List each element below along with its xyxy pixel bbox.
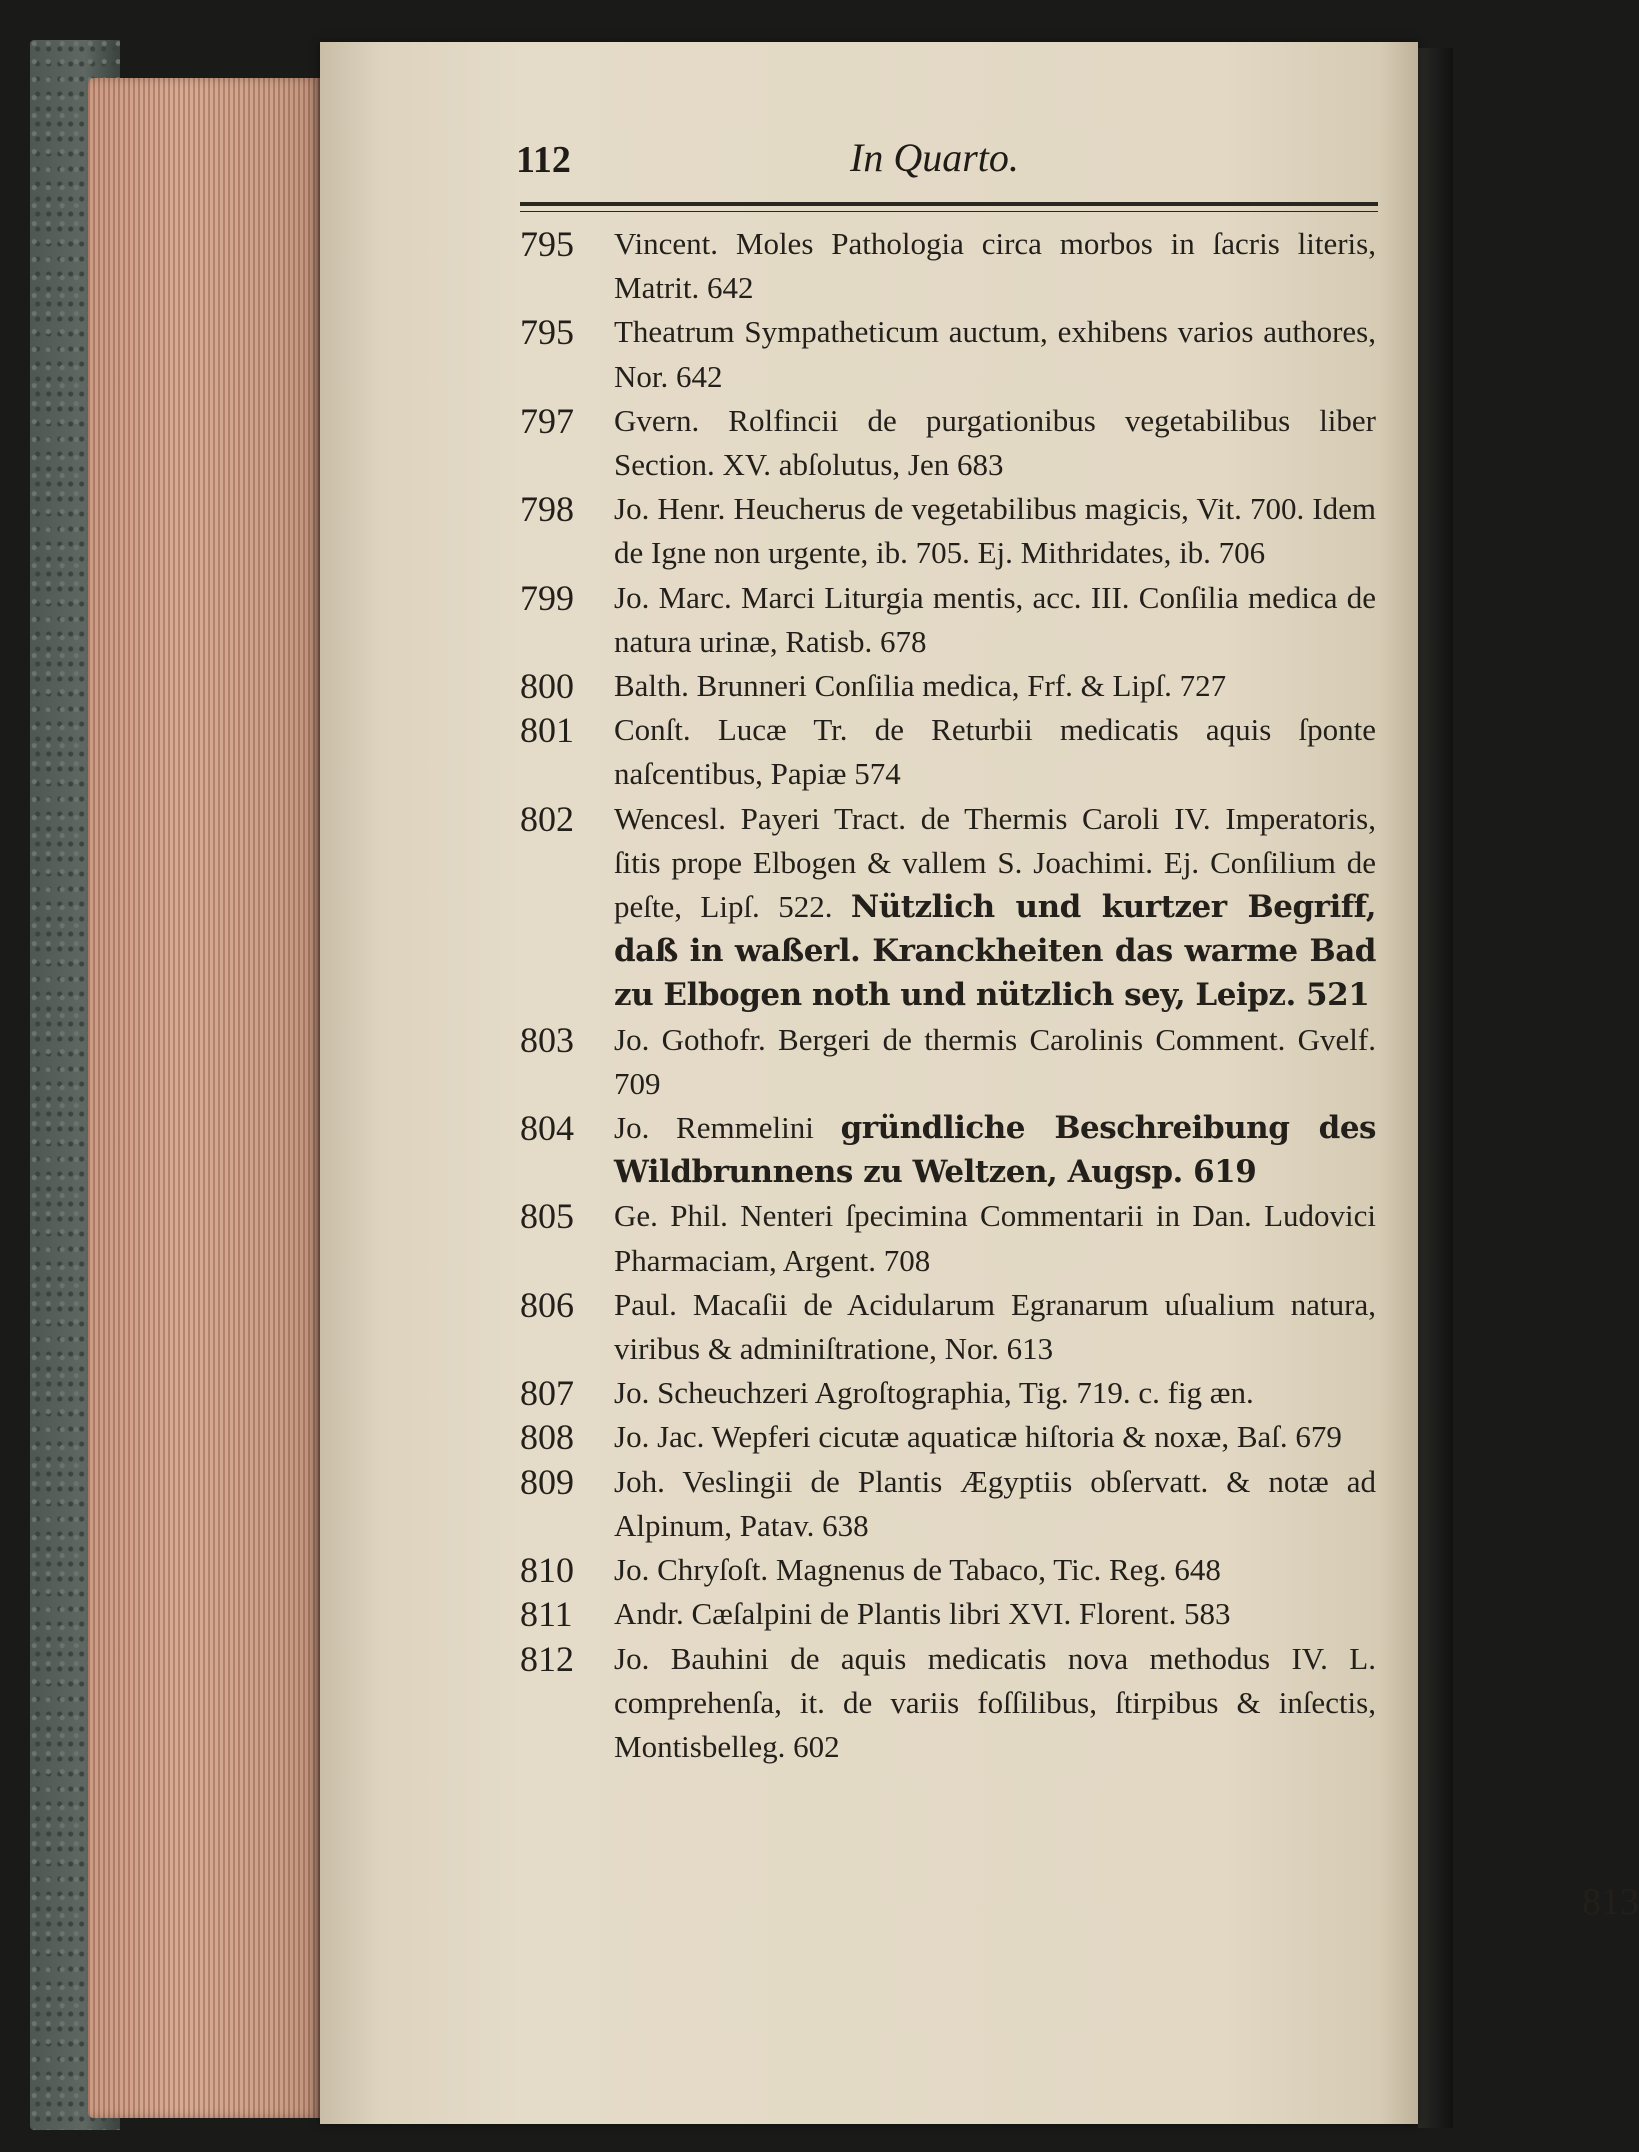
entry-number: 804 <box>520 1108 574 1149</box>
entry-number: 810 <box>520 1550 574 1591</box>
entry-text: Jo. Bauhini de aquis medicatis nova methodus IV. L. comprehenſa, it. de variis foſſilibus, ſtirpibus & inſectis, Montisbelleg. 602 <box>614 1640 1376 1764</box>
entry-number: 807 <box>520 1373 574 1414</box>
page-edges <box>88 78 320 2118</box>
running-head: In Quarto. <box>850 135 1019 180</box>
facing-page-edge <box>1418 48 1453 2128</box>
entry-number: 808 <box>520 1417 574 1458</box>
entry-number: 797 <box>520 400 574 441</box>
catchword: 813 <box>1582 1881 1639 1923</box>
header-rule <box>520 202 1378 212</box>
entry-number: 799 <box>520 577 574 618</box>
entry-number: 803 <box>520 1019 574 1060</box>
entry-text: Vincent. Moles Pathologia circa morbos in ſacris literis, Matrit. 642 <box>614 226 1376 306</box>
catalog-entry <box>520 1460 1380 1548</box>
catalog-entry <box>520 222 1380 310</box>
catalog-entries <box>520 222 1380 1769</box>
catalog-entry <box>520 1415 1380 1459</box>
entry-number: 812 <box>520 1638 574 1679</box>
entry-text: Jo. Henr. Heucherus de vegetabilibus magicis, Vit. 700. Idem de Igne non urgente, ib. 705. Ej. Mithridates, ib. 706 <box>614 491 1376 571</box>
entry-text: Balth. Brunneri Conſilia medica, Frf. & Lipſ. 727 <box>614 668 1227 704</box>
entry-text <box>614 797 1380 1018</box>
catalog-entry <box>520 1637 1380 1770</box>
entry-text: Joh. Veslingii de Plantis Ægyptiis obſervatt. & notæ ad Alpinum, Patav. 638 <box>614 1463 1376 1543</box>
catalog-entry <box>520 1371 1380 1415</box>
page-number: 112 <box>516 139 571 181</box>
entry-latin-text: Jo. Remmelini <box>614 1110 814 1146</box>
catalog-entry <box>520 310 1380 398</box>
entry-text: Jo. Chryſoſt. Magnenus de Tabaco, Tic. Reg. 648 <box>614 1552 1221 1588</box>
entry-text: Jo. Gothofr. Bergeri de thermis Carolinis Comment. Gvelf. 709 <box>614 1021 1376 1101</box>
entry-text: Ge. Phil. Nenteri ſpecimina Commentarii in Dan. Ludovici Pharmaciam, Argent. 708 <box>614 1198 1376 1278</box>
entry-number: 801 <box>520 710 574 751</box>
entry-text: Paul. Macaſii de Acidularum Egranarum uſualium natura, viribus & adminiſtratione, Nor. 613 <box>614 1286 1376 1367</box>
catalog-entry <box>520 399 1380 487</box>
entry-number: 798 <box>520 489 574 530</box>
entry-number: 806 <box>520 1284 574 1325</box>
catalog-entry <box>520 487 1380 575</box>
entry-text: Theatrum Sympatheticum auctum, exhibens varios authores, Nor. 642 <box>614 314 1376 394</box>
entry-number: 805 <box>520 1196 574 1237</box>
entry-fraktur-text: Nützlich und kurtzer Begriff, daß in waßerl. Kranckheiten das warme Bad zu Elbogen noth und nützlich sey, Leipz. 521 <box>614 889 1377 1014</box>
entry-fraktur-text: gründliche Beschreibung des Wildbrunnens zu Weltzen, Augsp. 619 <box>614 1110 1377 1191</box>
catalog-entry <box>520 1106 1380 1194</box>
entry-text: Gvern. Rolfincii de purgationibus vegetabilibus liber Section. XV. abſolutus, Jen 683 <box>614 402 1376 483</box>
entry-text: Andr. Cæſalpini de Plantis libri XVI. Florent. 583 <box>614 1596 1231 1632</box>
catalog-entry <box>520 1018 1380 1106</box>
entry-number: 795 <box>520 224 574 264</box>
entry-number: 811 <box>520 1594 573 1635</box>
entry-number: 800 <box>520 666 574 707</box>
catalog-entry <box>520 708 1380 796</box>
entry-text: Conſt. Lucæ Tr. de Returbii medicatis aquis ſponte naſcentibus, Papiæ 574 <box>614 712 1376 792</box>
entry-latin-text: Wencesl. Payeri Tract. de Thermis Caroli IV. Imperatoris, ſitis prope Elbogen & vallem S. Joachimi. Ej. Conſilium de peſte, Lipſ. 522. <box>614 800 1376 925</box>
book-page <box>320 42 1639 2124</box>
catalog-entry <box>520 797 1380 1018</box>
entry-text <box>614 1106 1380 1194</box>
catalog-entry <box>520 1283 1380 1371</box>
entry-number: 802 <box>520 798 574 839</box>
entry-text: Jo. Scheuchzeri Agroſtographia, Tig. 719. c. fig æn. <box>614 1375 1254 1411</box>
entry-number: 809 <box>520 1461 574 1502</box>
catalog-entry <box>520 1194 1380 1282</box>
catalog-entry <box>520 664 1380 708</box>
catalog-entry <box>520 1592 1380 1636</box>
entry-text: Jo. Marc. Marci Liturgia mentis, acc. III. Conſilia medica de natura urinæ, Ratisb. 678 <box>614 579 1376 659</box>
entry-number: 795 <box>520 312 574 353</box>
catalog-entry <box>520 1548 1380 1592</box>
entry-text: Jo. Jac. Wepferi cicutæ aquaticæ hiſtoria & noxæ, Baſ. 679 <box>614 1419 1342 1455</box>
catalog-entry <box>520 576 1380 664</box>
